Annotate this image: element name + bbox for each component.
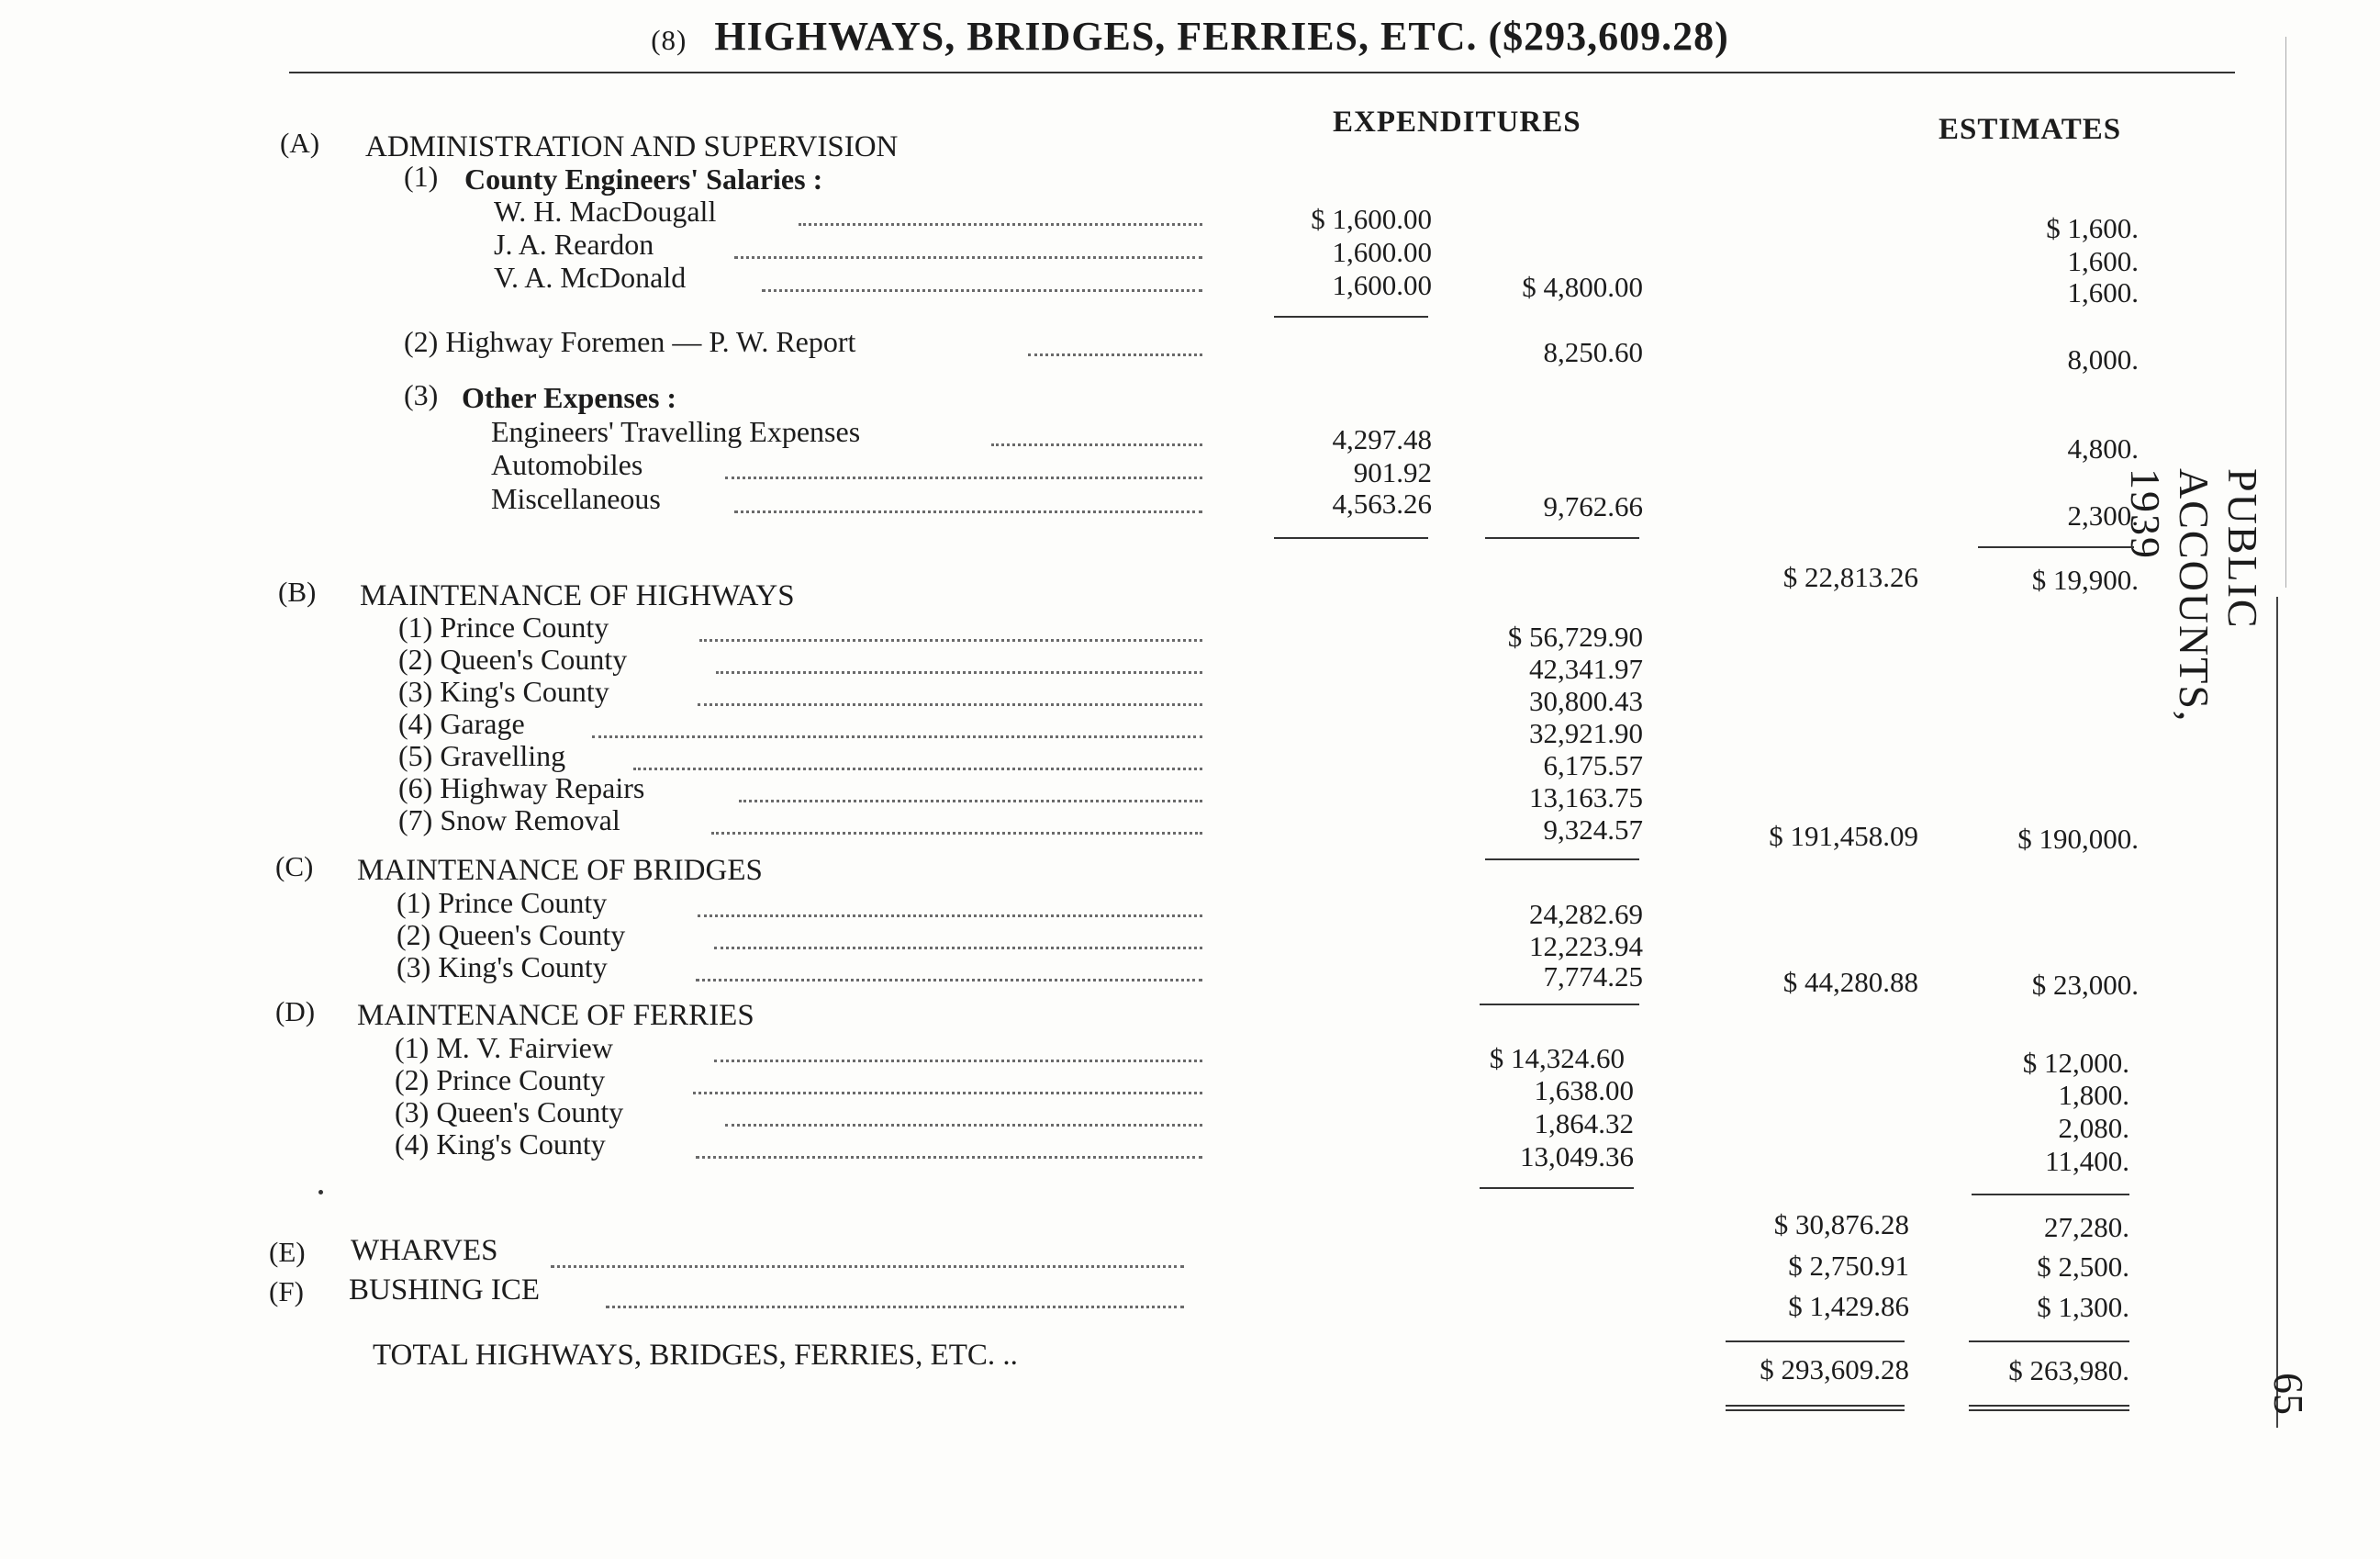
c-row-1-label: (1) Prince County [397,886,608,919]
section-f-letter: (F) [269,1275,304,1307]
c-row-2-col2: 12,223.94 [1529,930,1643,962]
a3-row-3-label: Miscellaneous [491,482,661,515]
a3-row-3-col1: 4,563.26 [1332,488,1432,520]
d-row-3-col2: 1,864.32 [1534,1107,1634,1139]
c-row-2-label: (2) Queen's County [397,918,626,951]
a3-row-2-label: Automobiles [491,448,643,481]
c-row-1-col2: 24,282.69 [1529,898,1643,930]
section-b-total: $ 191,458.09 [1769,820,1918,852]
a1-row-1-col1: $ 1,600.00 [1311,203,1432,235]
c-row-2-leader [714,947,1202,949]
b-row-1-leader [699,639,1202,642]
d-row-1-col2: $ 14,324.60 [1489,1042,1625,1074]
b-row-4-label: (4) Garage [398,707,525,740]
section-a-total: $ 22,813.26 [1782,561,1918,593]
b-row-3-label: (3) King's County [398,675,609,708]
d-row-2-col2: 1,638.00 [1534,1074,1634,1106]
estimates-heading: ESTIMATES [1939,113,2122,146]
section-c-heading: MAINTENANCE OF BRIDGES [357,854,763,887]
a3-row-3-leader [734,510,1202,513]
a3-row-2-col1: 901.92 [1353,456,1432,488]
page-number: 65 [2265,1373,2312,1415]
section-b-letter: (B) [278,576,317,608]
d-row-3-est: 2,080. [2058,1112,2129,1144]
d-row-1-est: $ 12,000. [2022,1047,2129,1079]
d-est-rule [1972,1194,2129,1195]
section-e-total: $ 2,750.91 [1788,1250,1909,1282]
title-rule [289,72,2235,73]
b-row-7-leader [711,832,1202,835]
b-row-2-label: (2) Queen's County [398,643,628,676]
section-a-est-total: $ 19,900. [2031,564,2139,596]
a1-number: (1) [404,160,439,193]
d-row-4-leader [696,1156,1202,1159]
a1-row-2-est: 1,600. [2067,245,2139,277]
a3-number: (3) [404,378,439,411]
d-row-4-label: (4) King's County [395,1127,606,1161]
a3-row-1-col1: 4,297.48 [1332,423,1432,455]
a3-row-1-leader [991,443,1202,446]
c-row-3-leader [696,979,1202,981]
a3-row-1-est: 4,800. [2067,432,2139,465]
d-row-1-leader [714,1060,1202,1062]
stray-mark [318,1190,323,1194]
section-a-letter: (A) [280,127,320,159]
grand-est-bottom-rule [1969,1405,2129,1407]
d-row-2-leader [693,1092,1202,1094]
b-row-7-col2: 9,324.57 [1543,813,1643,846]
section-a-heading: ADMINISTRATION AND SUPERVISION [365,130,899,163]
grand-est-top-rule [1969,1340,2129,1342]
a1-row-3-leader [762,289,1202,292]
section-f-leader [606,1306,1184,1308]
a2-label: (2) Highway Foremen — P. W. Report [404,325,856,358]
b-row-3-col2: 30,800.43 [1529,685,1643,717]
d-row-3-leader [725,1124,1202,1127]
grand-total-bottom-rule-2 [1726,1409,1905,1411]
section-f-label: BUSHING ICE [349,1273,541,1307]
a1-subtotal-rule [1274,316,1428,318]
a1-row-1-est: $ 1,600. [2046,212,2139,244]
expenditures-heading: EXPENDITURES [1333,106,1581,139]
b-row-6-leader [739,800,1202,802]
grand-total: $ 293,609.28 [1760,1353,1909,1385]
b-row-5-leader [633,768,1202,770]
section-d-letter: (D) [275,995,316,1027]
section-b-est-total: $ 190,000. [2017,823,2139,855]
grand-total-bottom-rule [1726,1405,1905,1407]
section-d-heading: MAINTENANCE OF FERRIES [357,999,754,1032]
a3-row-3-col2: 9,762.66 [1543,490,1643,522]
b-row-1-col2: $ 56,729.90 [1507,621,1643,653]
d-row-2-est: 1,800. [2058,1079,2129,1111]
a2-col2: 8,250.60 [1543,336,1643,368]
a3-row-1-label: Engineers' Travelling Expenses [491,415,861,448]
d-row-2-label: (2) Prince County [395,1063,606,1096]
c-col2-rule [1480,1004,1639,1005]
a1-row-1-label: W. H. MacDougall [494,195,717,228]
section-number: (8) [651,24,687,56]
grand-est-total: $ 263,980. [2008,1354,2129,1386]
a1-label: County Engineers' Salaries : [464,163,823,196]
a1-row-2-label: J. A. Reardon [494,228,654,261]
a3-subtotal-rule [1274,537,1428,539]
b-row-5-label: (5) Gravelling [398,739,566,772]
a3-row-3-est: 2,300. [2067,499,2139,532]
section-e-letter: (E) [269,1236,306,1268]
section-e-leader [551,1265,1184,1268]
a-col2-rule [1485,537,1639,539]
section-f-total: $ 1,429.86 [1788,1290,1909,1322]
b-row-4-leader [592,735,1202,738]
d-row-1-label: (1) M. V. Fairview [395,1031,613,1064]
a1-row-3-label: V. A. McDonald [494,261,687,294]
grand-total-label: TOTAL HIGHWAYS, BRIDGES, FERRIES, ETC. .. [373,1339,1018,1372]
section-e-label: WHARVES [351,1234,498,1267]
a1-row-3-col1: 1,600.00 [1332,269,1432,301]
b-row-1-label: (1) Prince County [398,611,609,644]
b-row-5-col2: 6,175.57 [1543,749,1643,781]
section-f-est-total: $ 1,300. [2037,1291,2129,1323]
c-row-3-col2: 7,774.25 [1543,960,1643,993]
a3-label: Other Expenses : [462,381,677,414]
section-c-est-total: $ 23,000. [2031,969,2139,1001]
side-rule [2276,597,2278,1428]
d-row-3-label: (3) Queen's County [395,1095,624,1128]
grand-total-top-rule [1726,1340,1905,1342]
page-title [0,14,2380,59]
a3-row-2-leader [725,477,1202,479]
a2-leader [1028,353,1202,356]
a1-row-3-col2: $ 4,800.00 [1522,271,1643,303]
a-est-rule [1978,546,2134,548]
section-title: HIGHWAYS, BRIDGES, FERRIES, ETC. ($293,609.28) [714,14,1729,59]
side-label: PUBLIC ACCOUNTS, 1939 [2122,468,2266,723]
margin-line [2285,37,2286,588]
b-row-3-leader [698,703,1202,706]
d-col2-rule [1480,1187,1634,1189]
a1-row-3-est: 1,600. [2067,276,2139,308]
section-d-total: $ 30,876.28 [1773,1208,1909,1240]
section-d-est-total: 27,280. [2044,1211,2129,1243]
section-b-heading: MAINTENANCE OF HIGHWAYS [360,579,795,612]
a2-est: 8,000. [2067,343,2139,376]
a1-row-1-leader [799,223,1202,226]
section-c-total: $ 44,280.88 [1782,966,1918,998]
b-row-2-col2: 42,341.97 [1529,653,1643,685]
b-row-4-col2: 32,921.90 [1529,717,1643,749]
d-row-4-col2: 13,049.36 [1520,1140,1634,1172]
b-col2-rule [1485,858,1639,860]
b-row-7-label: (7) Snow Removal [398,803,620,836]
section-e-est-total: $ 2,500. [2037,1251,2129,1283]
a1-row-2-col1: 1,600.00 [1332,236,1432,268]
section-c-letter: (C) [275,850,314,882]
grand-est-bottom-rule-2 [1969,1409,2129,1411]
a1-row-2-leader [734,256,1202,259]
c-row-3-label: (3) King's County [397,950,608,983]
d-row-4-est: 11,400. [2045,1145,2129,1177]
b-row-6-label: (6) Highway Repairs [398,771,645,804]
c-row-1-leader [698,914,1202,917]
b-row-2-leader [716,671,1202,674]
b-row-6-col2: 13,163.75 [1529,781,1643,813]
